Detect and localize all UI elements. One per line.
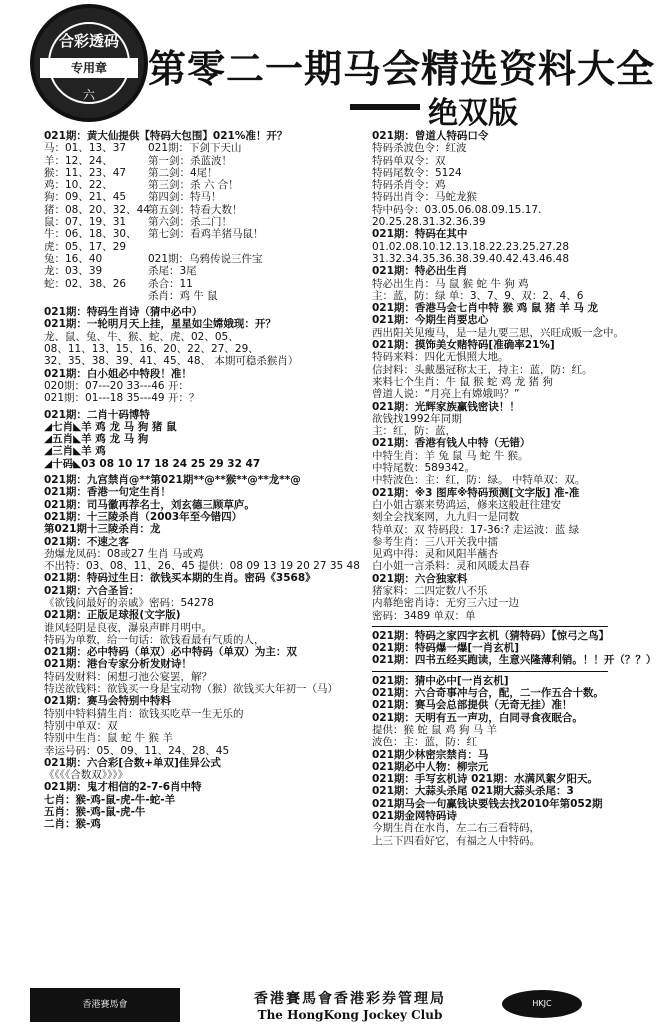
footer-english-name: The HongKong Jockey Club <box>257 1008 443 1022</box>
text-line: 021期：特码过生日：欲钱买本期的生肖。密码《3568》 <box>44 572 316 585</box>
prediction-cell: 杀尾：3尾 <box>148 265 197 278</box>
text-line: 中特波色：主：红，防：绿。 中特单双：双。 <box>372 474 586 487</box>
text-line: 021期：司马徽再荐名士，刘玄德三顾草庐。 <box>44 498 255 511</box>
footer-chinese-name: 香港賽馬會香港彩券管理局 <box>254 991 446 1007</box>
table-row <box>44 167 350 179</box>
text-line: 信封料：头戴墨冠称太王，持主：蓝，防：红。 <box>372 363 593 376</box>
right-column <box>372 130 656 851</box>
text-line: 021期金网特码诗 <box>372 810 457 823</box>
text-line: 021期：正版足球报(文字版) <box>44 609 181 622</box>
text-line: 特码杀肖令：鸡 <box>372 179 446 192</box>
text-line: 二肖：猴-鸡 <box>44 818 101 831</box>
text-line: 劲爆龙凤码：08或27 生肖 马或鸡 <box>44 547 204 560</box>
zodiac-numbers-cell: 龙：03、39 <box>44 265 103 278</box>
text-line: 021期：不速之客 <box>44 535 129 548</box>
text-line: 特单双：双 特码段：17-36:? 走运波：蓝 绿 <box>372 523 580 536</box>
table-row <box>44 155 350 167</box>
zodiac-numbers-cell: 狗：09、21、45 <box>44 191 127 204</box>
text-line: 特码发财料：闲想刁池公宴罢，解？ <box>44 670 212 683</box>
stamp-band-text: 专用章 <box>40 58 138 78</box>
text-line: 西出阳关见瘦马，是一是九要三思，兴旺成贩一念中。 <box>372 326 624 339</box>
stamp-bottom-text: 六 <box>82 88 95 102</box>
text-line: 内幕绝密肖诗：无穷三六过一边 <box>372 597 519 610</box>
subtitle-dash <box>350 104 420 110</box>
zodiac-numbers-cell: 马：01、13、37 <box>44 142 127 155</box>
text-line: ◢十码◣03 08 10 17 18 24 25 29 32 47 <box>44 457 261 470</box>
text-line: 021期：必中特码（单双）必中特码（单双）为主：双 <box>44 646 297 659</box>
page-title: 第零二一期马会精选资料大全 <box>148 46 656 91</box>
block-two-zodiac-ten-numbers <box>44 409 350 470</box>
prediction-cell: 第三剑：杀 六 合！ <box>148 179 239 192</box>
text-line: 龙、鼠、兔、牛、猴、蛇、虎、02、05、 <box>44 330 239 343</box>
text-line: 021期：大蒜头杀尾 021期大蒜头杀尾：3 <box>372 785 574 798</box>
prediction-cell: 第二剑：4尾！ <box>148 166 218 179</box>
block-tsang-tao-yan <box>372 130 624 622</box>
table-row <box>44 204 350 216</box>
text-line: 021期：特码在其中 <box>372 228 468 241</box>
block-riddle-box <box>372 629 656 667</box>
text-line: ◢五肖◣羊 鸡 龙 马 狗 <box>44 433 149 446</box>
text-line: 谁风轻阴是良夜，瀑泉声畔月明中。 <box>44 621 212 634</box>
text-line: 特码为单数，给一句话：欲钱看最有气质的人， <box>44 633 265 646</box>
text-line: 见鸡中得：灵和风阳半蘸杏 <box>372 548 498 561</box>
text-line: 五肖：猴-鸡-鼠-虎-牛 <box>44 806 146 819</box>
text-line: 提供：猴 蛇 鼠 鸡 狗 马 羊 <box>372 723 498 736</box>
footer-caption <box>200 988 500 1022</box>
text-line: 021期：港台专家分析发财诗！ <box>44 658 192 671</box>
block-misc-predictions <box>44 474 360 831</box>
text-line: 20.25.28.31.32.36.39 <box>372 216 486 229</box>
prediction-cell: 第六剑：杀二门！ <box>148 216 232 229</box>
text-line: 021期：特码生肖诗（猜中必中） <box>44 306 203 319</box>
text-line: ◢三肖◣羊 鸡 <box>44 445 106 458</box>
prediction-cell: 第五剑：特看大数！ <box>148 203 243 216</box>
text-line: 特必出生肖：马 鼠 猴 蛇 牛 狗 鸡 <box>372 277 529 290</box>
text-line: 参考生肖：三八开关我中擂 <box>372 535 498 548</box>
jockey-club-logo <box>30 988 180 1022</box>
text-line: 白小姐古寨来势鸿运，修来这般赶往建安 <box>372 498 561 511</box>
text-line: 021期：白小姐必中特段！准！ <box>44 367 192 380</box>
text-line: 021期必中人物：柳宗元 <box>372 760 489 773</box>
text-line: 021期：香港一句定生肖！ <box>44 486 171 499</box>
text-line: 021期：二肖十码博特 <box>44 408 150 421</box>
text-line: 021期：光辉家族赢钱密诀！！ <box>372 400 520 413</box>
text-line: 特码出肖令：马蛇龙猴 <box>372 191 477 204</box>
text-line: 021期：曾道人特码口令 <box>372 130 489 142</box>
text-line: 32、35、38、39、41、45、48、 本期可稳杀猴肖） <box>44 355 299 368</box>
text-line: 特别中单双：双 <box>44 719 118 732</box>
text-line: 021期马会一句赢钱诀要钱去找2010年第052期 <box>372 797 603 810</box>
text-line: 021期：九宫禁肖@**第021期**@**猴**@**龙**@ <box>44 474 301 487</box>
text-line: 中特尾数：589342。 <box>372 462 476 475</box>
text-line: 01.02.08.10.12.13.18.22.23.25.27.28 <box>372 240 570 253</box>
text-line: 021期：摸饰美女赌特码[准确率21%] <box>372 339 555 352</box>
text-line: 021期：一轮明月天上挂，星星如尘嫦娥现：开？ <box>44 318 276 331</box>
table-row <box>44 241 350 253</box>
text-line: 主：红，防：蓝， <box>372 425 456 438</box>
divider <box>372 671 608 672</box>
table-row <box>44 290 350 302</box>
table-row <box>44 265 350 277</box>
text-line: 特码来料：四化无惧照大地。 <box>372 351 509 364</box>
text-line: 第021期十三陵杀肖：龙 <box>44 523 161 536</box>
text-line: 021期：天明有五一声功，白同寻食夜眠合。 <box>372 711 583 724</box>
table-row <box>44 278 350 290</box>
text-line: 021期少林密宗禁肖：马 <box>372 748 489 761</box>
text-line: ◢七肖◣羊 鸡 龙 马 狗 猪 鼠 <box>44 420 177 433</box>
text-line: 021期：特码之家四字玄机（猜特码）【惊弓之鸟】 <box>372 629 610 642</box>
text-line: 波色：主：蓝，防：红 <box>372 736 477 749</box>
zodiac-numbers-cell: 蛇：02、38、26 <box>44 277 127 290</box>
text-line: 020期：07---20 33---46 开： <box>44 379 189 392</box>
text-line: 021期：赛马会特别中特料 <box>44 695 171 708</box>
stamp-seal <box>30 4 148 122</box>
prediction-cell: 杀肖：鸡 牛 鼠 <box>148 289 218 302</box>
text-line: 特送欲钱料：欲钱买一身是宝动物（猴）欲钱买大年初一（马） <box>44 683 338 696</box>
prediction-cell: 杀合：11 <box>148 277 193 290</box>
zodiac-numbers-cell: 鸡：10、22、 <box>44 179 113 192</box>
hkjc-oval-logo <box>502 990 582 1018</box>
zodiac-numbers-cell: 羊：12、24、 <box>44 154 113 167</box>
zodiac-numbers-cell: 猴：11、23、47 <box>44 166 127 179</box>
footer <box>0 986 609 1024</box>
zodiac-numbers-cell: 兔：16、40 <box>44 252 103 265</box>
text-line: 《欲钱问最好的亲戚》密码：54278 <box>44 596 214 609</box>
text-line: 特别中生肖：鼠 蛇 牛 猴 羊 <box>44 732 173 745</box>
table-row <box>44 179 350 191</box>
text-line: 今期生肖在水肖，左二右三看特码， <box>372 822 540 835</box>
text-line: 幸运号码：05、09、11、24、28、45 <box>44 744 230 757</box>
text-line: 特码单双令：双 <box>372 154 446 167</box>
table-row <box>44 216 350 228</box>
text-line: 七肖：猴-鸡-鼠-虎-牛-蛇-羊 <box>44 793 176 806</box>
table-row <box>44 191 350 203</box>
block-poem-numbers <box>44 306 350 404</box>
text-line: 021期：01---18 35---49 开：？ <box>44 392 200 405</box>
text-line: 021期：六合圣旨： <box>44 584 140 597</box>
text-line: 特别中特料猜生肖：欲钱买吃草一生无乐的 <box>44 707 244 720</box>
text-line: 31.32.34.35.36.38.39.40.42.43.46.48 <box>372 252 570 265</box>
block-huang-da-xian <box>44 130 350 302</box>
text-line: 不出特：03、08、11、26、45 提供：08 09 13 19 20 27 35 48 <box>44 560 360 573</box>
text-line: 特码杀波色令：红波 <box>372 142 467 155</box>
text-line: 上三下四看好它，有福之人中特码。 <box>372 834 540 847</box>
zodiac-numbers-cell: 虎：05、17、29 <box>44 240 127 253</box>
divider <box>372 626 608 627</box>
page-subtitle: 绝双版 <box>428 96 518 131</box>
prediction-cell: 021期：乌鸦传说三件宝 <box>148 252 263 265</box>
text-line: 特码尾数令：5124 <box>372 166 462 179</box>
text-line: 021期：四书五经买跑读，生意兴隆薄利销。！！开（？？） <box>372 654 656 667</box>
text-line: 《《《《合数双》》》》 <box>44 769 128 782</box>
text-line: 08、11、13、15、16、20、22、27、29、 <box>44 343 259 356</box>
text-line: 021期：赛马会总部提供（无奇无挂）准！ <box>372 699 573 712</box>
prediction-cell: 021期：下剑下天山 <box>148 142 242 155</box>
text-line: 中特生肖：羊 兔 鼠 马 蛇 牛 猴。 <box>372 449 529 462</box>
text-line: 021期：手写玄机诗 021期：水满风絮夕阳天。 <box>372 773 598 786</box>
text-line: 曾道人说：“月亮上有嫦娥吗？” <box>372 388 520 401</box>
text-line: 021期：※3 图库※特码预测[文字版] 准-准 <box>372 486 580 499</box>
prediction-cell: 第七剑：看鸡羊猪马鼠！ <box>148 228 264 241</box>
text-line: 欲钱找1992年同期 <box>372 412 462 425</box>
left-column <box>44 130 360 835</box>
text-line: 特中码令：03.05.06.08.09.15.17. <box>372 203 542 216</box>
text-line: 猪家料：二四定数八不乐 <box>372 584 488 597</box>
text-line: 刻全会找案网，九九归一是同数 <box>372 511 519 524</box>
oval-logo-label: HKJC <box>532 999 552 1008</box>
text-line: 021期：猜中必中[一肖玄机] <box>372 674 509 687</box>
table-row <box>44 142 350 154</box>
text-line: 白小姐一言杀料：灵和风暖太昌春 <box>372 560 530 573</box>
prediction-cell <box>148 241 350 253</box>
text-line: 021期：特必出生肖 <box>372 265 468 278</box>
text-line: 主：蓝，防：绿 单：3、7、9、双：2、4、6 <box>372 289 584 302</box>
logo-label: 香港賽馬會 <box>82 1000 128 1010</box>
text-line: 021期：特码爆一爆[一肖玄机] <box>372 642 520 655</box>
prediction-cell: 第一剑：杀蓝波！ <box>148 154 232 167</box>
text-line: 021期：十三陵杀肖（2003年至今错四） <box>44 510 243 523</box>
zodiac-numbers-cell: 猪：08、20、32、44 <box>44 203 150 216</box>
table-row <box>44 253 350 265</box>
text-line: 021期：六合彩[合数+单双]佳异公式 <box>44 756 221 769</box>
text-line: 021期：今期生肖要忠心 <box>372 314 489 327</box>
zodiac-numbers-cell: 鼠：07、19、31 <box>44 216 127 229</box>
text-line: 密码：3489 单双：单 <box>372 609 476 622</box>
table-row <box>44 228 350 240</box>
stamp-top-text: 合彩透码 <box>58 32 119 50</box>
text-line: 来料七个生肖：牛 鼠 猴 蛇 鸡 龙 猪 狗 <box>372 375 553 388</box>
text-line: 021期：香港有钱人中特（无错） <box>372 437 531 450</box>
prediction-cell: 第四剑：特马！ <box>148 191 222 204</box>
block-secret-poems <box>372 675 608 847</box>
text-line: 021期：六合奇事冲与合，配，二一作五合十数。 <box>372 687 604 700</box>
text-line: 021期：六合独家料 <box>372 572 468 585</box>
zodiac-numbers-cell <box>44 290 148 302</box>
zodiac-numbers-cell: 牛：06、18、30、 <box>44 228 137 241</box>
text-line: 021期：鬼才相信的2-7-6肖中特 <box>44 781 202 794</box>
zodiac-number-table <box>44 142 350 302</box>
block-heading: 021期：黄大仙提供【特码大包围】021%准！开？ <box>44 130 288 142</box>
text-line: 021期：香港马会七肖中特 猴 鸡 鼠 猪 羊 马 龙 <box>372 302 599 315</box>
